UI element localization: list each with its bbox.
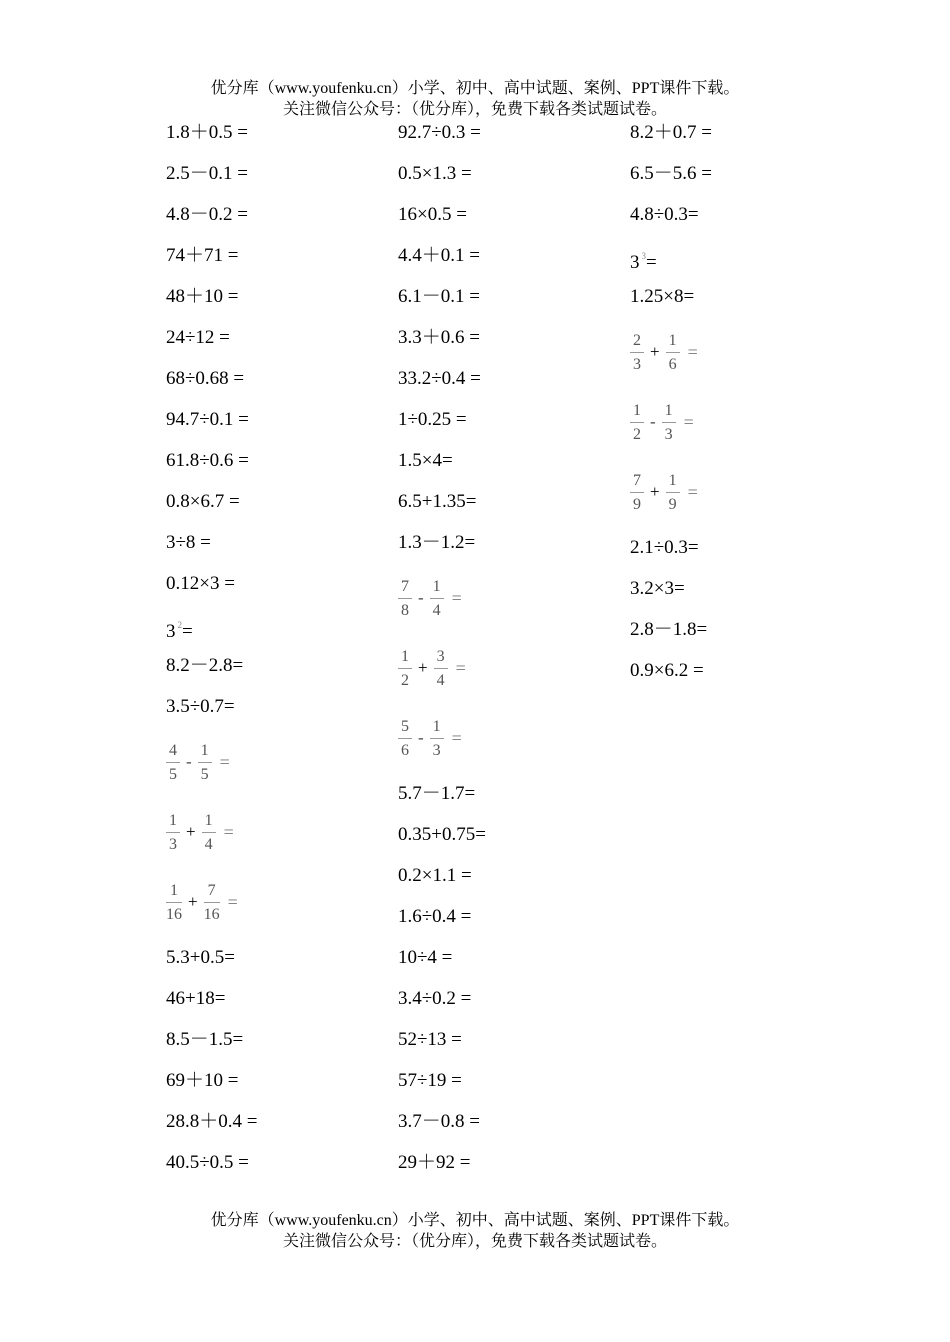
problem: 68÷0.68 = xyxy=(166,368,245,389)
fraction xyxy=(398,647,412,690)
problem: 40.5÷0.5 = xyxy=(166,1152,249,1173)
fraction xyxy=(662,401,676,444)
problem: 1.25×8= xyxy=(630,286,695,307)
problem: 33.2÷0.4 = xyxy=(398,368,481,389)
numerator: 1 xyxy=(200,741,209,759)
problem: 5.7－1.7= xyxy=(398,783,476,804)
equals-sign: = xyxy=(683,412,694,432)
problem: 0.8×6.7 = xyxy=(166,491,240,512)
denominator: 6 xyxy=(668,355,677,373)
problem: 10÷4 = xyxy=(398,947,453,968)
problem-column-1 xyxy=(166,120,391,1191)
fraction xyxy=(398,717,412,760)
header-line-1: 优分库（www.youfenku.cn）小学、初中、高中试题、案例、PPT课件下载。 xyxy=(210,80,740,97)
problem: 94.7÷0.1 = xyxy=(166,409,249,430)
problem: 92.7÷0.3 = xyxy=(398,122,481,143)
problem: 8.2－2.8= xyxy=(166,655,244,676)
operator: + xyxy=(188,892,198,911)
problem-column-2 xyxy=(398,120,623,1191)
problem: 1.6÷0.4 = xyxy=(398,906,472,927)
problem: 4.4＋0.1 = xyxy=(398,245,480,266)
footer-line-1: 优分库（www.youfenku.cn）小学、初中、高中试题、案例、PPT课件下载。 xyxy=(210,1212,740,1229)
fraction-problem xyxy=(630,395,855,465)
fraction xyxy=(630,471,644,514)
problem: 0.2×1.1 = xyxy=(398,865,472,886)
fraction xyxy=(434,647,448,690)
fraction xyxy=(202,811,216,854)
problem: 3.2×3= xyxy=(630,578,685,599)
problem: 24÷12 = xyxy=(166,327,230,348)
numerator: 3 xyxy=(436,647,445,665)
numerator: 1 xyxy=(432,577,441,595)
problem: 6.5+1.35= xyxy=(398,491,477,512)
problem-column-3 xyxy=(630,120,855,699)
numerator: 2 xyxy=(633,331,641,349)
fraction xyxy=(198,741,212,784)
operator: - xyxy=(418,728,424,747)
fraction xyxy=(666,331,680,374)
numerator: 7 xyxy=(207,881,216,899)
problem: 0.9×6.2 = xyxy=(630,660,704,681)
problem: 28.8＋0.4 = xyxy=(166,1111,258,1132)
problem: 69＋10 = xyxy=(166,1070,239,1091)
numerator: 1 xyxy=(668,331,677,349)
numerator: 1 xyxy=(169,811,177,829)
page-header xyxy=(0,78,950,120)
denominator: 16 xyxy=(166,905,182,923)
numerator: 1 xyxy=(170,881,178,899)
numerator: 7 xyxy=(633,471,641,489)
equals-sign: = xyxy=(687,482,698,502)
problem: 0.5×1.3 = xyxy=(398,163,472,184)
problem: 1÷0.25 = xyxy=(398,409,467,430)
numerator: 1 xyxy=(668,471,677,489)
numerator: 5 xyxy=(401,717,409,735)
power-base: 3 xyxy=(630,252,640,273)
footer-line-2: 关注微信公众号：（优分库），免费下载各类试题试卷。 xyxy=(282,1233,667,1250)
fraction-problem xyxy=(166,735,391,805)
fraction-problem xyxy=(630,325,855,395)
problem: 1.8＋0.5 = xyxy=(166,122,248,143)
fraction xyxy=(398,577,412,620)
fraction xyxy=(430,577,444,620)
denominator: 5 xyxy=(200,765,209,783)
fraction xyxy=(630,331,644,374)
fraction xyxy=(204,881,220,924)
equals-sign: = xyxy=(455,658,466,678)
problem: 1.3－1.2= xyxy=(398,532,476,553)
problem: 4.8－0.2 = xyxy=(166,204,248,225)
problem: 3.5÷0.7= xyxy=(166,696,235,717)
denominator: 4 xyxy=(432,601,441,619)
denominator: 9 xyxy=(668,495,677,513)
equals-sign: = xyxy=(687,342,698,362)
power-problem xyxy=(630,243,855,284)
problem: 8.2＋0.7 = xyxy=(630,122,712,143)
problem: 4.8÷0.3= xyxy=(630,204,699,225)
equals-sign: = xyxy=(223,822,234,842)
problem: 61.8÷0.6 = xyxy=(166,450,249,471)
problem: 16×0.5 = xyxy=(398,204,467,225)
problem: 0.12×3 = xyxy=(166,573,235,594)
numerator: 1 xyxy=(664,401,673,419)
operator: + xyxy=(186,822,196,841)
problem: 57÷19 = xyxy=(398,1070,462,1091)
problem: 46+18= xyxy=(166,988,226,1009)
power-problem xyxy=(166,612,391,653)
fraction-problem xyxy=(398,711,623,781)
denominator: 16 xyxy=(203,905,220,923)
equals-sign: = xyxy=(182,621,193,642)
operator: + xyxy=(418,658,428,677)
problem: 2.1÷0.3= xyxy=(630,537,699,558)
problem: 29＋92 = xyxy=(398,1152,471,1173)
operator: + xyxy=(650,342,660,361)
numerator: 1 xyxy=(432,717,441,735)
equals-sign: = xyxy=(219,752,230,772)
denominator: 5 xyxy=(169,765,177,783)
denominator: 4 xyxy=(204,835,213,853)
problem: 3÷8 = xyxy=(166,532,211,553)
problem: 2.8－1.8= xyxy=(630,619,708,640)
fraction xyxy=(430,717,444,760)
page-footer xyxy=(0,1210,950,1252)
power-exponent: 2 xyxy=(177,620,182,630)
denominator: 4 xyxy=(436,671,445,689)
problem: 6.5－5.6 = xyxy=(630,163,712,184)
numerator: 4 xyxy=(169,741,177,759)
denominator: 2 xyxy=(401,671,409,689)
problem: 8.5－1.5= xyxy=(166,1029,244,1050)
equals-sign: = xyxy=(451,728,462,748)
fraction-problem xyxy=(630,465,855,535)
fraction xyxy=(166,881,182,924)
problem: 3.4÷0.2 = xyxy=(398,988,472,1009)
numerator: 1 xyxy=(633,401,641,419)
equals-sign: = xyxy=(451,588,462,608)
fraction xyxy=(630,401,644,444)
equals-sign: = xyxy=(646,252,657,273)
problem: 3.7－0.8 = xyxy=(398,1111,480,1132)
problem: 1.5×4= xyxy=(398,450,453,471)
problem: 48＋10 = xyxy=(166,286,239,307)
fraction xyxy=(166,811,180,854)
fraction xyxy=(666,471,680,514)
operator: - xyxy=(418,588,424,607)
numerator: 1 xyxy=(401,647,409,665)
problem: 0.35+0.75= xyxy=(398,824,486,845)
operator: + xyxy=(650,482,660,501)
fraction-problem xyxy=(166,875,391,945)
denominator: 8 xyxy=(401,601,409,619)
power-exponent: 3 xyxy=(641,251,646,261)
problem: 74＋71 = xyxy=(166,245,239,266)
operator: - xyxy=(186,752,192,771)
fraction-problem xyxy=(398,641,623,711)
denominator: 9 xyxy=(633,495,641,513)
header-line-2: 关注微信公众号：（优分库），免费下载各类试题试卷。 xyxy=(282,101,667,118)
power-base: 3 xyxy=(166,621,176,642)
equals-sign: = xyxy=(227,892,238,912)
problem: 5.3+0.5= xyxy=(166,947,235,968)
problem: 52÷13 = xyxy=(398,1029,462,1050)
denominator: 2 xyxy=(633,425,641,443)
fraction-problem xyxy=(398,571,623,641)
numerator: 7 xyxy=(401,577,409,595)
problem: 2.5－0.1 = xyxy=(166,163,248,184)
problem: 6.1－0.1 = xyxy=(398,286,480,307)
denominator: 3 xyxy=(169,835,177,853)
denominator: 3 xyxy=(633,355,641,373)
operator: - xyxy=(650,412,656,431)
problem: 3.3＋0.6 = xyxy=(398,327,480,348)
fraction-problem xyxy=(166,805,391,875)
denominator: 6 xyxy=(401,741,409,759)
numerator: 1 xyxy=(204,811,213,829)
fraction xyxy=(166,741,180,784)
denominator: 3 xyxy=(432,741,441,759)
denominator: 3 xyxy=(664,425,673,443)
